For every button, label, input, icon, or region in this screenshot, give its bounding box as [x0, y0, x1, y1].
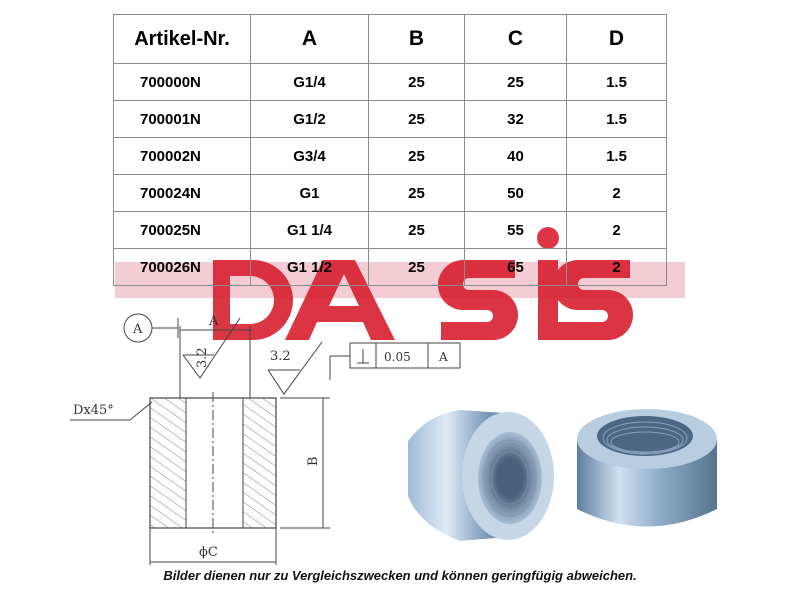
cell-article-no: 700001N [114, 101, 251, 138]
dim-b-label: B [306, 456, 321, 466]
cell-a: G1/2 [251, 101, 369, 138]
header-article-no: Artikel-Nr. [114, 15, 251, 64]
header-b: B [369, 15, 465, 64]
cell-a: G1 [251, 175, 369, 212]
cell-b: 25 [369, 138, 465, 175]
datum-label: A [133, 322, 143, 337]
table-row [114, 249, 667, 286]
cell-c: 55 [465, 212, 567, 249]
article-spec-table [113, 14, 667, 286]
cell-a: G1 1/2 [251, 249, 369, 286]
table-row [114, 212, 667, 249]
cell-article-no: 700025N [114, 212, 251, 249]
cell-b: 25 [369, 101, 465, 138]
cell-b: 25 [369, 212, 465, 249]
cell-d: 1.5 [567, 138, 667, 175]
cell-b: 25 [369, 175, 465, 212]
cell-b: 25 [369, 64, 465, 101]
tolerance-datum: A [439, 350, 448, 364]
cell-d: 1.5 [567, 101, 667, 138]
chamfer-label: Dx45° [73, 403, 114, 418]
disclaimer-text: Bilder dienen nur zu Vergleichszwecken und können geringfügig abweichen. [163, 568, 637, 583]
cell-c: 65 [465, 249, 567, 286]
header-a: A [251, 15, 369, 64]
product-photo-top [572, 394, 722, 554]
cell-a: G3/4 [251, 138, 369, 175]
cell-d: 2 [567, 249, 667, 286]
dim-a-label: A [209, 314, 219, 329]
cell-d: 2 [567, 175, 667, 212]
cell-c: 50 [465, 175, 567, 212]
cell-a: G1 1/4 [251, 212, 369, 249]
cell-d: 1.5 [567, 64, 667, 101]
dim-c-label: ϕC [199, 545, 218, 560]
cell-article-no: 700002N [114, 138, 251, 175]
tolerance-value: 0.05 [384, 350, 411, 364]
cell-article-no: 700026N [114, 249, 251, 286]
table-row [114, 175, 667, 212]
header-c: C [465, 15, 567, 64]
cell-c: 25 [465, 64, 567, 101]
header-d: D [567, 15, 667, 64]
table-header-row [114, 15, 667, 64]
cell-a: G1/4 [251, 64, 369, 101]
cell-d: 2 [567, 212, 667, 249]
roughness-inner: 3.2 [195, 347, 210, 368]
table-row [114, 101, 667, 138]
table-row [114, 138, 667, 175]
product-photo-side [398, 396, 558, 556]
table-row [114, 64, 667, 101]
cell-c: 32 [465, 101, 567, 138]
cell-article-no: 700000N [114, 64, 251, 101]
cell-article-no: 700024N [114, 175, 251, 212]
cell-c: 40 [465, 138, 567, 175]
cell-b: 25 [369, 249, 465, 286]
roughness-outer: 3.2 [270, 349, 291, 364]
